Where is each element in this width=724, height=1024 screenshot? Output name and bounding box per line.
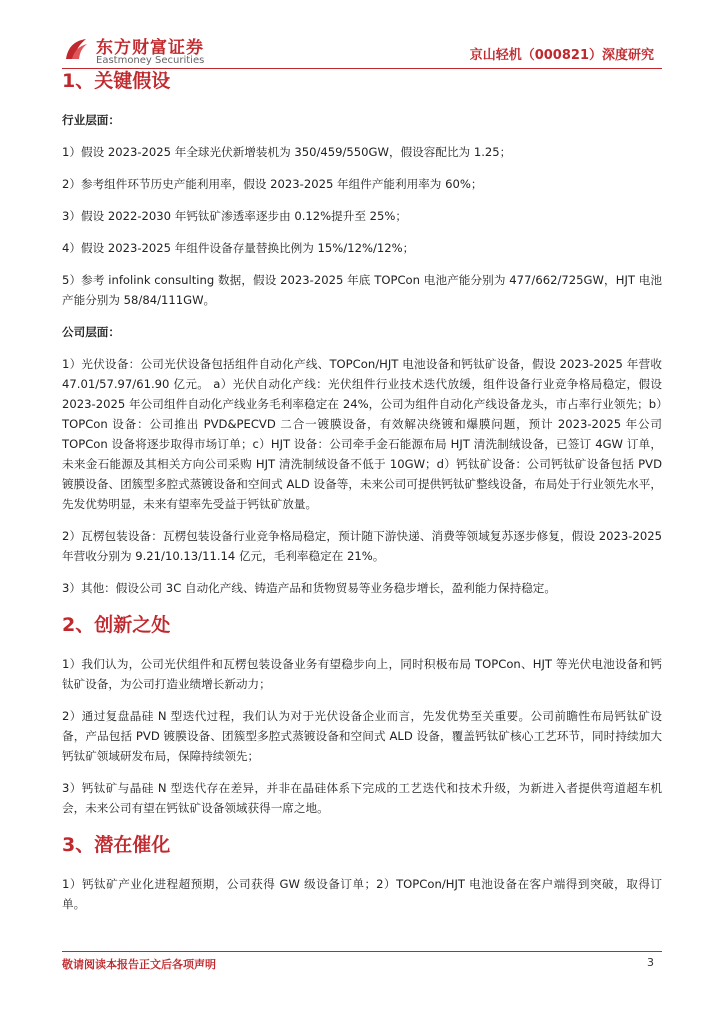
report-title: 京山轻机（000821）深度研究 [469, 48, 654, 63]
section-title-catalysts: 3、潜在催化 [62, 834, 171, 856]
page-header [0, 0, 724, 70]
industry-assumption: 5）参考 infolink consulting 数据，假设 2023-2025 年底 TOPCon 电池产能分别为 477/662/725GW，HJT 电池产能分别为 58/84/111GW。 [62, 273, 662, 307]
industry-assumption: 4）假设 2023-2025 年组件设备存量替换比例为 15%/12%/12%； [62, 241, 415, 255]
footer-disclaimer: 敬请阅读本报告正文后各项声明 [62, 958, 216, 971]
page-number: 3 [647, 956, 654, 969]
section-title-key-assumptions: 1、关键假设 [62, 70, 171, 92]
report-body [62, 68, 662, 926]
innovation-paragraph: 3）钙钛矿与晶硅 N 型迭代存在差异，并非在晶硅体系下完成的工艺迭代和技术升级，为新进入者提供弯道超车机会，未来公司有望在钙钛矿设备领域获得一席之地。 [62, 781, 662, 815]
industry-assumption: 3）假设 2022-2030 年钙钛矿渗透率逐步由 0.12%提升至 25%； [62, 209, 408, 223]
brand-name-cn: 东方财富证券 [96, 38, 204, 58]
section-title-innovation: 2、创新之处 [62, 614, 171, 636]
eastmoney-logo-icon [62, 35, 90, 63]
company-assumption: 2）瓦楞包装设备：瓦楞包装设备行业竞争格局稳定，预计随下游快递、消费等领域复苏逐步修复，假设 2023-2025 年营收分别为 9.21/10.13/11.14 亿元，毛利率稳定在 21%。 [62, 529, 662, 563]
innovation-paragraph: 2）通过复盘晶硅 N 型迭代过程，我们认为对于光伏设备企业而言，先发优势至关重要。公司前瞻性布局钙钛矿设备，产品包括 PVD 镀膜设备、团簇型多腔式蒸镀设备和空间式 ALD 设备，覆盖钙钛矿核心工艺环节，同时持续加大钙钛矿领域研发布局，保障持续领先； [62, 709, 662, 763]
industry-assumption: 2）参考组件环节历史产能利用率，假设 2023-2025 年组件产能利用率为 60%； [62, 177, 483, 191]
catalyst-paragraph: 1）钙钛矿产业化进程超预期，公司获得 GW 级设备订单；2）TOPCon/HJT 电池设备在客户端得到突破，取得订单。 [62, 877, 662, 911]
brand-name-en: Eastmoney Securities [96, 55, 205, 66]
footer-divider [62, 951, 662, 952]
company-assumption: 1）光伏设备：公司光伏设备包括组件自动化产线、TOPCon/HJT 电池设备和钙钛矿设备，假设 2023-2025 年营收 47.01/57.97/61.90 亿元。 a）光伏自动化产线：光伏组件行业技术迭代放缓，组件设备行业竞争格局稳定，假设 2023-2025 年公司组件自动化产线业务毛利率稳定在 24%，公司为组件自动化产线设备龙头，市占率行业领先；b）TOPCon 设备：公司推出 PVD&PECVD 二合一镀膜设备，有效解决绕镀和爆膜问题，预计 2023-2025 年公司 TOPCon 设备将逐步取得市场订单；c）HJT 设备：公司牵手金石能源布局 HJT 清洗制绒设备，已签订 4GW 订单，未来金石能源及其相关方向公司采购 HJT 清洗制绒设备不低于 10GW；d）钙钛矿设备：公司钙钛矿设备包括 PVD 镀膜设备、团簇型多腔式蒸镀设备和空间式 ALD 设备等，未来公司可提供钙钛矿整线设备，布局处于行业领先水平，先发优势明显，未来有望率先受益于钙钛矿放量。 [62, 357, 662, 511]
industry-assumption: 1）假设 2023-2025 年全球光伏新增装机为 350/459/550GW，假设容配比为 1.25； [62, 145, 512, 159]
company-level-label: 公司层面： [62, 325, 120, 339]
company-assumption: 3）其他：假设公司 3C 自动化产线、铸造产品和货物贸易等业务稳步增长，盈利能力保持稳定。 [62, 581, 556, 595]
innovation-paragraph: 1）我们认为，公司光伏组件和瓦楞包装设备业务有望稳步向上，同时积极布局 TOPCon、HJT 等光伏电池设备和钙钛矿设备，为公司打造业绩增长新动力； [62, 657, 662, 691]
industry-level-label: 行业层面： [62, 113, 120, 127]
